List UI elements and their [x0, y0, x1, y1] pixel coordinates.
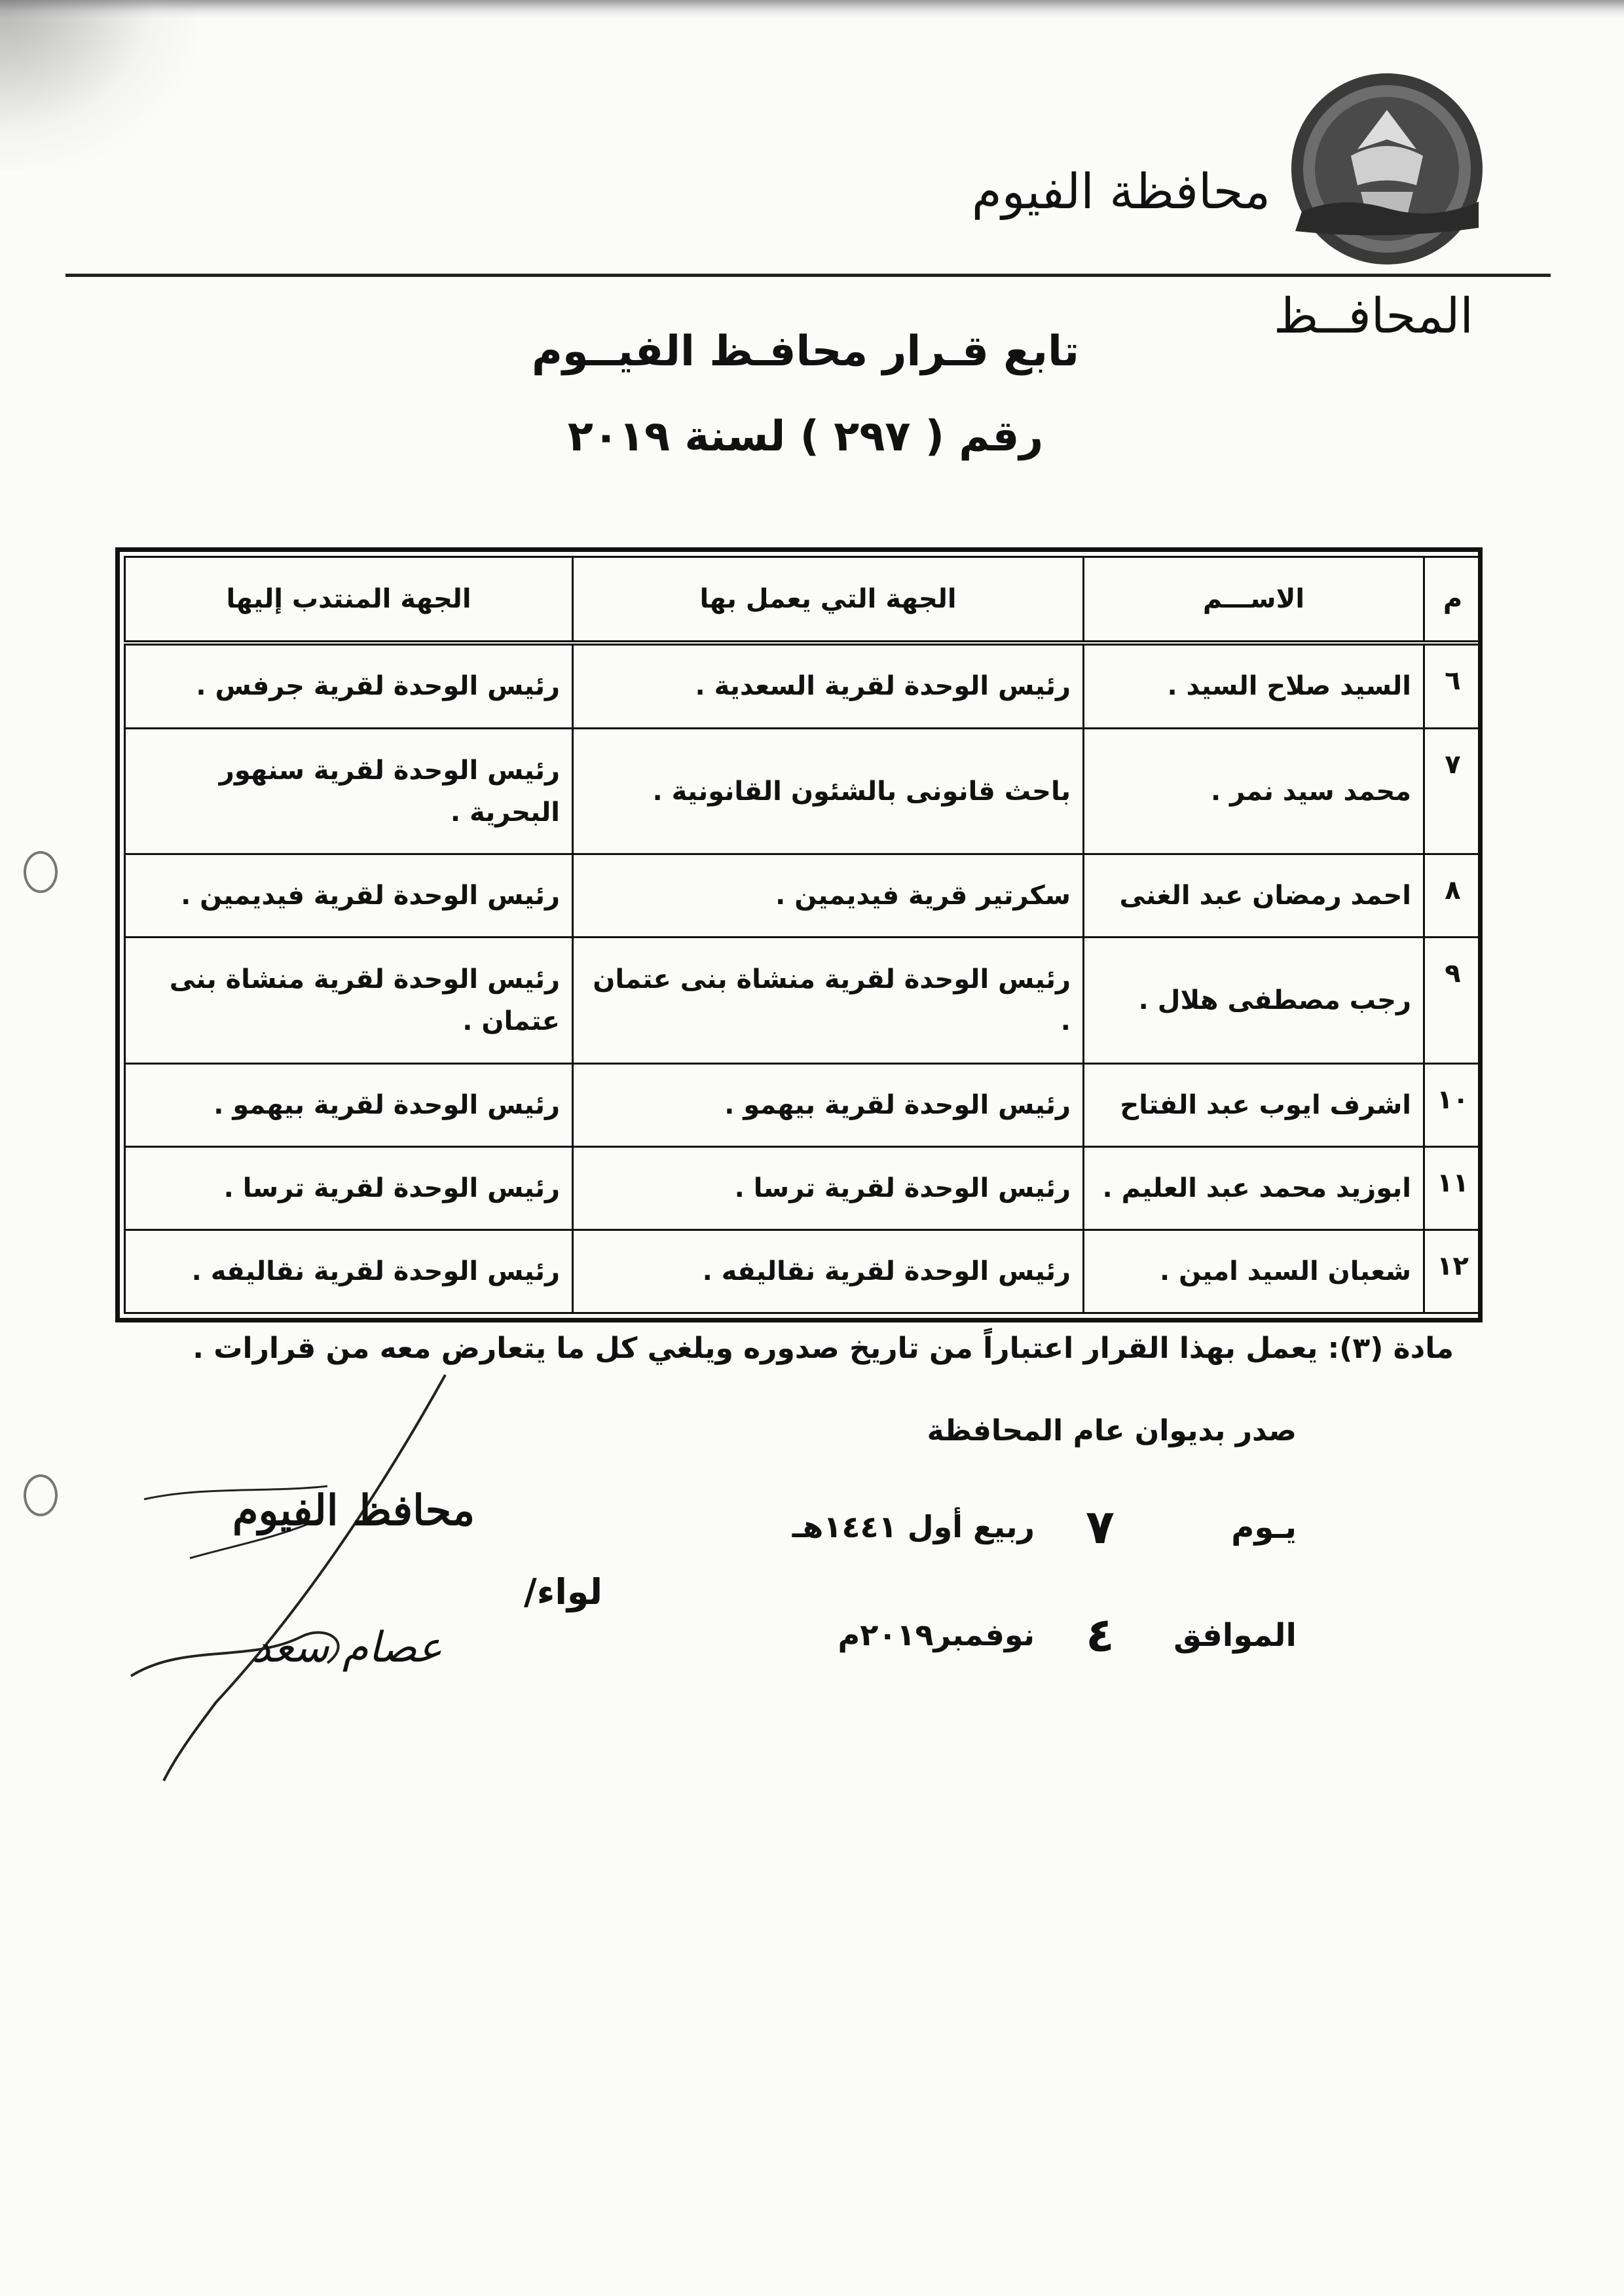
- row-current-post: سكرتير قرية فيديمين .: [573, 854, 1084, 938]
- row-name: احمد رمضان عبد الغنى: [1084, 854, 1424, 938]
- table-row: [125, 1063, 1482, 1146]
- issued-at: صدر بديوان عام المحافظة: [927, 1414, 1297, 1448]
- table-row: [125, 854, 1482, 938]
- office-title: المحافــظ: [1273, 288, 1473, 344]
- signatory-name: عصام سعد: [251, 1624, 443, 1672]
- table-row: [125, 728, 1482, 854]
- row-assigned-post: رئيس الوحدة لقرية بيهمو .: [125, 1063, 573, 1146]
- decree-number: رقم ( ٢٩٧ ) لسنة ٢٠١٩: [567, 412, 1044, 461]
- punch-hole: [24, 1474, 58, 1516]
- table-header-row: [125, 557, 1482, 644]
- row-current-post: رئيس الوحدة لقرية السعدية .: [573, 643, 1084, 728]
- row-assigned-post: رئيس الوحدة لقرية ترسا .: [125, 1146, 573, 1230]
- row-assigned-post: رئيس الوحدة لقرية نقاليفه .: [125, 1230, 573, 1313]
- punch-hole: [24, 851, 58, 893]
- table-row: [125, 643, 1482, 728]
- row-number: ٦: [1424, 643, 1482, 728]
- row-number: ١٢: [1424, 1230, 1482, 1313]
- row-name: شعبان السيد امين .: [1084, 1230, 1424, 1313]
- article-3: مادة (٣): يعمل بهذا القرار اعتباراً من تاريخ صدوره ويلغي كل ما يتعارض معه من قرارات .: [193, 1332, 1454, 1365]
- row-number: ٩: [1424, 938, 1482, 1064]
- col-header-number: م: [1424, 557, 1482, 644]
- day-number-handwritten: ٧: [1086, 1499, 1115, 1554]
- signatory-rank: لواء/: [524, 1571, 602, 1613]
- row-name: اشرف ايوب عبد الفتاح: [1084, 1063, 1424, 1146]
- hijri-date: ربيع أول ١٤٤١هـ: [792, 1509, 1035, 1544]
- row-current-post: رئيس الوحدة لقرية نقاليفه .: [573, 1230, 1084, 1313]
- table-row: [125, 938, 1482, 1064]
- table-row: [125, 1230, 1482, 1313]
- governorate-name: محافظة الفيوم: [971, 164, 1270, 220]
- signatory-title: محافظ الفيوم: [232, 1486, 475, 1535]
- col-header-name: الاســـم: [1084, 557, 1424, 644]
- gregorian-date: نوفمبر٢٠١٩م: [838, 1617, 1035, 1652]
- row-number: ١٠: [1424, 1063, 1482, 1146]
- row-assigned-post: رئيس الوحدة لقرية جرفس .: [125, 643, 573, 728]
- row-number: ٨: [1424, 854, 1482, 938]
- row-name: السيد صلاح السيد .: [1084, 643, 1424, 728]
- row-number: ٧: [1424, 728, 1482, 854]
- row-name: ابوزيد محمد عبد العليم .: [1084, 1146, 1424, 1230]
- table-row: [125, 1146, 1482, 1230]
- row-current-post: باحث قانونى بالشئون القانونية .: [573, 728, 1084, 854]
- decree-title: تابع قـرار محافـظ الفيــوم: [531, 327, 1080, 376]
- fayoum-governorate-seal-icon: [1289, 71, 1485, 267]
- scan-edge-top: [0, 0, 1624, 18]
- row-current-post: رئيس الوحدة لقرية بيهمو .: [573, 1063, 1084, 1146]
- row-number: ١١: [1424, 1146, 1482, 1230]
- row-assigned-post: رئيس الوحدة لقرية فيديمين .: [125, 854, 573, 938]
- row-assigned-post: رئيس الوحدة لقرية منشاة بنى عتمان .: [125, 938, 573, 1064]
- day-label: يـوم: [1231, 1509, 1297, 1546]
- corresponding-label: الموافق: [1173, 1617, 1297, 1654]
- row-current-post: رئيس الوحدة لقرية منشاة بنى عتمان .: [573, 938, 1084, 1064]
- corresponding-day-handwritten: ٤: [1086, 1607, 1115, 1662]
- row-name: رجب مصطفى هلال .: [1084, 938, 1424, 1064]
- row-name: محمد سيد نمر .: [1084, 728, 1424, 854]
- row-current-post: رئيس الوحدة لقرية ترسا .: [573, 1146, 1084, 1230]
- scan-shadow: [0, 0, 196, 170]
- header-divider: [65, 274, 1551, 277]
- row-assigned-post: رئيس الوحدة لقرية سنهور البحرية .: [125, 728, 573, 854]
- assignments-table: [115, 547, 1483, 1322]
- col-header-assigned-post: الجهة المنتدب إليها: [125, 557, 573, 644]
- col-header-current-post: الجهة التي يعمل بها: [573, 557, 1084, 644]
